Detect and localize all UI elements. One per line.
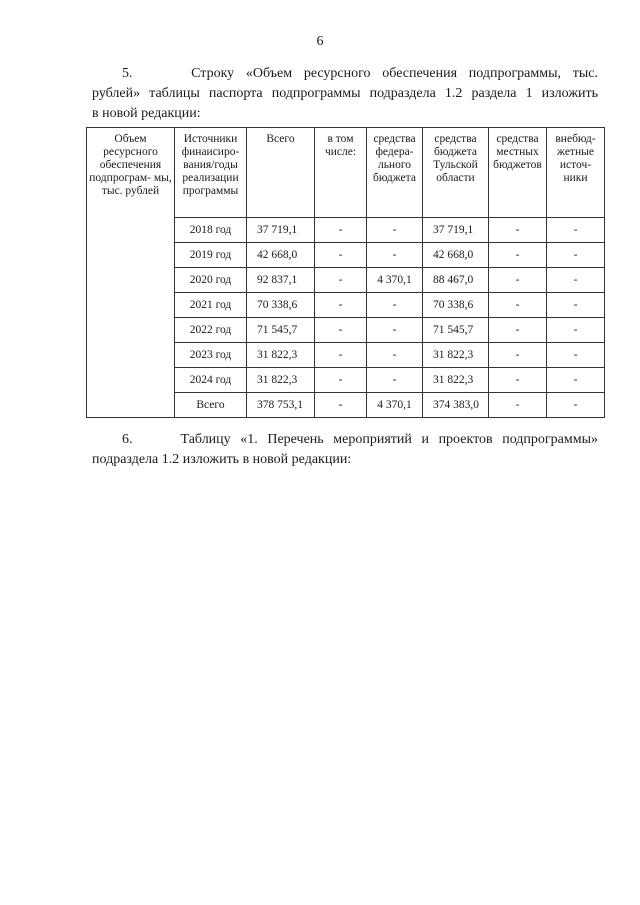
year-cell: 2022 год: [175, 318, 247, 343]
value-cell: -: [367, 343, 423, 368]
value-cell: -: [315, 368, 367, 393]
year-cell: 2018 год: [175, 218, 247, 243]
year-cell: Всего: [175, 393, 247, 418]
value-cell: -: [367, 293, 423, 318]
value-cell: 71 545,7: [423, 318, 489, 343]
value-cell: -: [315, 218, 367, 243]
year-cell: 2024 год: [175, 368, 247, 393]
year-cell: 2019 год: [175, 243, 247, 268]
header-cell: средства местных бюджетов: [489, 128, 547, 218]
value-cell: 31 822,3: [247, 368, 315, 393]
value-cell: -: [547, 218, 605, 243]
value-cell: 31 822,3: [423, 343, 489, 368]
value-cell: -: [547, 343, 605, 368]
year-cell: 2020 год: [175, 268, 247, 293]
value-cell: 378 753,1: [247, 393, 315, 418]
page-number: 6: [316, 34, 324, 49]
value-cell: -: [489, 393, 547, 418]
value-cell: 31 822,3: [247, 343, 315, 368]
value-cell: 31 822,3: [423, 368, 489, 393]
header-cell: Источники финаисиро- вания/годы реализации программы: [175, 128, 247, 218]
value-cell: -: [315, 393, 367, 418]
value-cell: -: [367, 243, 423, 268]
header-cell: в том числе:: [315, 128, 367, 218]
value-cell: -: [367, 218, 423, 243]
value-cell: 42 668,0: [247, 243, 315, 268]
item-6-paragraph: [92, 430, 598, 470]
value-cell: -: [315, 268, 367, 293]
value-cell: -: [315, 243, 367, 268]
value-cell: -: [489, 368, 547, 393]
table-header-row: [87, 128, 605, 218]
value-cell: 88 467,0: [423, 268, 489, 293]
resource-table-body: [87, 128, 605, 418]
value-cell: -: [547, 393, 605, 418]
value-cell: 42 668,0: [423, 243, 489, 268]
value-cell: -: [367, 368, 423, 393]
value-cell: 374 383,0: [423, 393, 489, 418]
value-cell: -: [489, 218, 547, 243]
value-cell: -: [547, 243, 605, 268]
value-cell: -: [489, 268, 547, 293]
item-5-line-1: 5. Строку «Объем ресурсного обеспечения подпрограммы, тыс.: [122, 66, 598, 81]
value-cell: -: [315, 343, 367, 368]
resource-table: [86, 127, 605, 418]
table-row-label: Объем ресурсного обеспечения подпрограм- мы, тыс. рублей: [87, 128, 175, 418]
item-5-line-3: в новой редакции:: [92, 106, 201, 121]
value-cell: -: [547, 293, 605, 318]
value-cell: -: [489, 343, 547, 368]
item-5-paragraph: [92, 64, 598, 124]
value-cell: 92 837,1: [247, 268, 315, 293]
value-cell: -: [489, 243, 547, 268]
value-cell: -: [367, 318, 423, 343]
value-cell: -: [547, 368, 605, 393]
value-cell: -: [489, 293, 547, 318]
header-cell: Всего: [247, 128, 315, 218]
value-cell: -: [547, 318, 605, 343]
value-cell: 4 370,1: [367, 393, 423, 418]
value-cell: -: [315, 318, 367, 343]
value-cell: -: [489, 318, 547, 343]
header-cell: внебюд- жетные источ- ники: [547, 128, 605, 218]
item-6-line-1: 6. Таблицу «1. Перечень мероприятий и проектов подпрограммы»: [122, 432, 598, 447]
year-cell: 2021 год: [175, 293, 247, 318]
value-cell: 71 545,7: [247, 318, 315, 343]
value-cell: 37 719,1: [247, 218, 315, 243]
year-cell: 2023 год: [175, 343, 247, 368]
value-cell: 37 719,1: [423, 218, 489, 243]
value-cell: 70 338,6: [423, 293, 489, 318]
value-cell: 70 338,6: [247, 293, 315, 318]
header-cell: средства федера- льного бюджета: [367, 128, 423, 218]
value-cell: 4 370,1: [367, 268, 423, 293]
item-5-line-2: рублей» таблицы паспорта подпрограммы подраздела 1.2 раздела 1 изложить: [92, 86, 598, 101]
value-cell: -: [547, 268, 605, 293]
item-6-line-2: подраздела 1.2 изложить в новой редакции:: [92, 452, 352, 467]
header-cell: средства бюджета Тульской области: [423, 128, 489, 218]
value-cell: -: [315, 293, 367, 318]
